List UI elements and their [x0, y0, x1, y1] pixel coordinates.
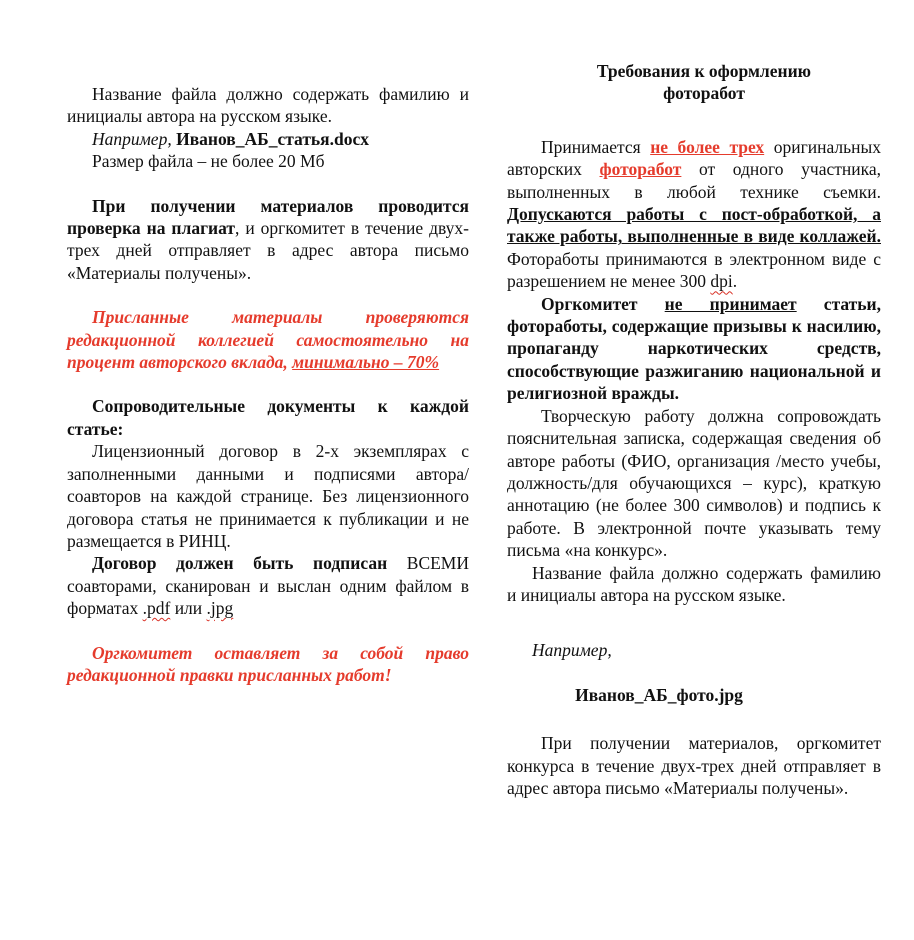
- editorial-text: Присланные материалы проверяются редакционной коллегией самостоятельно на процент авторского вклада,: [67, 307, 469, 373]
- example-label: Например,: [92, 128, 172, 149]
- accept-dpi: dpi: [710, 271, 733, 292]
- contract-rest: ВСЕМИ соавторами, сканирован и выслан одним файлом в форматах: [67, 553, 470, 619]
- accept-text-4: Фотоработы принимаются в электронном виде с разрешением не менее 300: [507, 248, 881, 292]
- ban-paragraph: [507, 293, 881, 405]
- right-column: [507, 60, 881, 799]
- file-size-limit: Размер файла – не более 20 Мб: [92, 151, 325, 172]
- accept-limit: не более трех: [650, 136, 765, 157]
- accept-text-5: .: [732, 271, 738, 292]
- example-line: [67, 128, 469, 150]
- license-paragraph: Лицензионный договор в 2-х экземплярах с заполненными данными и подписями автора/соавторов на каждой странице. Без лицензионного договора статья не принимается к публикации и не размещается в РИНЦ.: [67, 441, 469, 551]
- section-title-text: Требования к оформлению фоторабот: [596, 61, 812, 104]
- accept-photo: фоторабот: [599, 159, 682, 180]
- photo-example-label: Например,: [532, 640, 612, 661]
- example-file-name: Иванов_АБ_статья.docx: [176, 128, 370, 149]
- format-or: или: [170, 598, 207, 619]
- accept-text-3: от одного участника, выполненных в любой технике съемки.: [507, 159, 881, 202]
- plagiarism-rest: , и оргкомитет в течение двух-трех дней отправляет в адрес автора письмо «Материалы получены».: [67, 218, 469, 283]
- explanatory-note-paragraph: Творческую работу должна сопровождать пояснительная записка, содержащая сведения об авторе работы (ФИО, организация /место учебы, должность/для обучающихся – курс), краткую аннотацию (не более 300 символов) и подпись к работе. В электронной почте указывать тему письма «на конкурс».: [507, 405, 881, 561]
- acceptance-paragraph: [507, 136, 881, 293]
- file-name-requirement: Название файла должно содержать фамилию и инициалы автора на русском языке.: [67, 84, 469, 127]
- docs-heading: Сопроводительные документы к каждой статье:: [67, 396, 469, 439]
- ban-text-1: Оргкомитет: [541, 293, 665, 314]
- editorial-note: [67, 306, 469, 373]
- ban-text-2: статьи, фотоработы, содержащие призывы к насилию, пропаганду наркотических средств, способствующие разжиганию национальной и религиозной вражды.: [507, 293, 881, 404]
- accept-text-2: оригинальных авторских: [507, 136, 881, 180]
- editorial-rights-note: Оргкомитет оставляет за собой право редакционной правки присланных работ!: [67, 642, 469, 685]
- format-pdf: .pdf: [142, 598, 171, 619]
- contract-paragraph: [67, 552, 469, 619]
- section-title: [507, 60, 881, 105]
- receipt-paragraph: При получении материалов, оргкомитет конкурса в течение двух-трех дней отправляет в адрес автора письмо «Материалы получены».: [507, 733, 881, 798]
- accept-text-1: Принимается: [541, 136, 651, 157]
- plagiarism-paragraph: [67, 195, 469, 285]
- editorial-minimum: минимально – 70%: [292, 352, 440, 373]
- accept-postprocessing: Допускаются работы с пост-обработкой, а также работы, выполненные в виде коллажей.: [507, 204, 881, 247]
- contract-bold: Договор должен быть подписан: [92, 553, 388, 574]
- format-jpg: .jpg: [206, 598, 234, 619]
- photo-file-name-requirement: Название файла должно содержать фамилию и инициалы автора на русском языке.: [507, 562, 881, 605]
- photo-example-file: Иванов_АБ_фото.jpg: [575, 684, 743, 705]
- plagiarism-bold: При получении материалов проводится проверка на плагиат: [67, 195, 469, 239]
- ban-not-accepted: не принимает: [664, 293, 797, 314]
- left-column: [67, 83, 469, 686]
